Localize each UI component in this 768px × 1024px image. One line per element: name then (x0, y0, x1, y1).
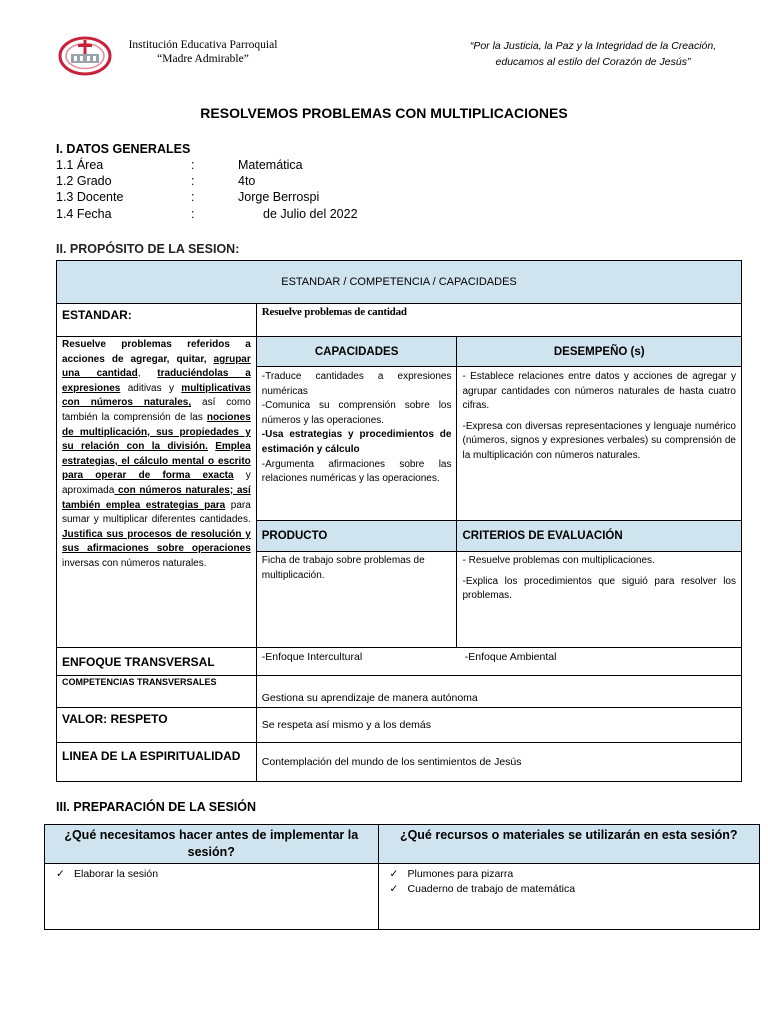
competencias-label: COMPETENCIAS TRANSVERSALES (57, 676, 257, 708)
datos-separator: : (191, 158, 195, 172)
criterios-list (457, 552, 742, 648)
institution-motto (440, 38, 746, 70)
estandar-label: ESTANDAR: (57, 304, 257, 337)
estandar-text-segment: traduciéndolas a expresiones (62, 368, 251, 394)
estandar-text-segment: para sumar y multiplicar diferentes cantidades. (62, 499, 251, 526)
datos-heading: I. DATOS GENERALES (56, 142, 191, 156)
motto-line-1: “Por la Justicia, la Paz y la Integridad de la Creación, (469, 40, 717, 52)
estandar-text-segment: nociones de multiplicación, sus propiedades y su relación con la división. (62, 411, 251, 453)
estandar-text-segment: inversas con números naturales. (62, 557, 207, 569)
enfoque-ambiental: -Enfoque Ambiental (464, 651, 557, 663)
preparacion-table (44, 824, 760, 930)
datos-label: 1.2 Grado (56, 174, 112, 188)
proposito-heading: II. PROPÓSITO DE LA SESION: (56, 242, 240, 256)
criterio-item: -Explica los procedimientos que siguió para resolver los problemas. (462, 575, 736, 602)
datos-separator: : (191, 190, 195, 204)
datos-value: Jorge Berrospi (238, 190, 320, 204)
document-title: RESOLVEMOS PROBLEMAS CON MULTIPLICACIONES (200, 105, 568, 121)
estandar-value: Resuelve problemas de cantidad (256, 304, 741, 337)
institution-line-1: Institución Educativa Parroquial (128, 39, 278, 51)
linea-label: LINEA DE LA ESPIRITUALIDAD (57, 743, 257, 782)
estandar-text-segment: Resuelve problemas referidos a acciones de agregar, quitar, (62, 339, 251, 365)
proposito-table-header: ESTANDAR / COMPETENCIA / CAPACIDADES (57, 261, 742, 304)
estandar-text-segment: así como también la comprensión de las (62, 397, 251, 423)
estandar-text-segment: Emplea estrategias, el cálculo mental o escrito para operar de forma exacta (62, 441, 251, 482)
capacidad-item: -Traduce cantidades a expresiones numéricas (261, 371, 452, 397)
preparacion-col2-header: ¿Qué recursos o materiales se utilizarán en esta sesión? (378, 825, 759, 864)
estandar-text-segment: Justifica sus procesos de resolución y sus afirmaciones sobre operaciones (62, 528, 251, 555)
estandar-description (57, 337, 257, 648)
preparacion-heading: III. PREPARACIÓN DE LA SESIÓN (56, 800, 257, 814)
criterio-item: - Resuelve problemas con multiplicaciones. (462, 555, 655, 566)
estandar-text-segment: multiplicativas con números naturales, (62, 382, 251, 409)
institution-name (118, 38, 288, 66)
datos-label: 1.1 Área (56, 158, 104, 172)
datos-label: 1.4 Fecha (56, 207, 112, 221)
institution-logo (58, 36, 112, 76)
enfoque-intercultural: -Enfoque Intercultural (261, 651, 363, 663)
preparacion-col1-header: ¿Qué necesitamos hacer antes de implementar la sesión? (45, 825, 379, 864)
producto-value: Ficha de trabajo sobre problemas de multiplicación. (256, 552, 457, 648)
desempeno-item: -Expresa con diversas representaciones y lenguaje numérico (números, signos y expresiones verbales) su comprensión de la multiplicación con números naturales. (462, 420, 736, 461)
enfoque-label: ENFOQUE TRANSVERSAL (57, 648, 257, 676)
datos-label: 1.3 Docente (56, 190, 124, 204)
competencias-value: Gestiona su aprendizaje de manera autónoma (256, 676, 741, 708)
datos-separator: : (191, 207, 195, 221)
estandar-text-segment: y aproximada (62, 470, 251, 496)
desempeno-item: - Establece relaciones entre datos y acciones de agregar y agrupar cantidades con números naturales de hasta cuatro cifras. (462, 371, 736, 412)
capacidad-item: -Argumenta afirmaciones sobre las relaciones numéricas y las operaciones. (261, 458, 452, 485)
checklist-item: ✓ Plumones para pizarra (410, 867, 758, 882)
estandar-text-segment: aditivas y (120, 382, 182, 394)
datos-value: 4to (238, 174, 256, 188)
producto-header: PRODUCTO (256, 521, 457, 552)
preparacion-col1-items (45, 864, 379, 930)
estandar-text-segment: con números naturales; así también emplea estrategias para (62, 484, 251, 511)
estandar-text-segment: agrupar una cantidad (62, 353, 251, 380)
enfoque-values (256, 648, 741, 676)
datos-value: de Julio del 2022 (263, 207, 358, 221)
capacidad-item: -Usa estrategias y procedimientos de estimación y cálculo (261, 429, 452, 455)
desempeno-header: DESEMPEÑO (s) (457, 337, 742, 367)
motto-line-2: educamos al estilo del Corazón de Jesús” (495, 56, 691, 68)
proposito-table (56, 260, 742, 782)
preparacion-col2-items (378, 864, 759, 930)
valor-value: Se respeta así mismo y a los demás (256, 708, 741, 743)
desempenos-list (457, 367, 742, 521)
checklist-item: ✓ Cuaderno de trabajo de matemática (410, 882, 758, 897)
capacidad-item: -Comunica su comprensión sobre los números y las operaciones. (261, 400, 452, 426)
capacidades-list (256, 367, 457, 521)
checklist-item: ✓ Elaborar la sesión (76, 867, 377, 882)
datos-separator: : (191, 174, 195, 188)
criterios-header: CRITERIOS DE EVALUACIÓN (457, 521, 742, 552)
valor-label: VALOR: RESPETO (57, 708, 257, 743)
capacidades-header: CAPACIDADES (256, 337, 457, 367)
estandar-text-segment: , (137, 368, 158, 380)
linea-value: Contemplación del mundo de los sentimientos de Jesús (256, 743, 741, 782)
datos-value: Matemática (238, 158, 303, 172)
institution-line-2: “Madre Admirable” (157, 53, 249, 65)
